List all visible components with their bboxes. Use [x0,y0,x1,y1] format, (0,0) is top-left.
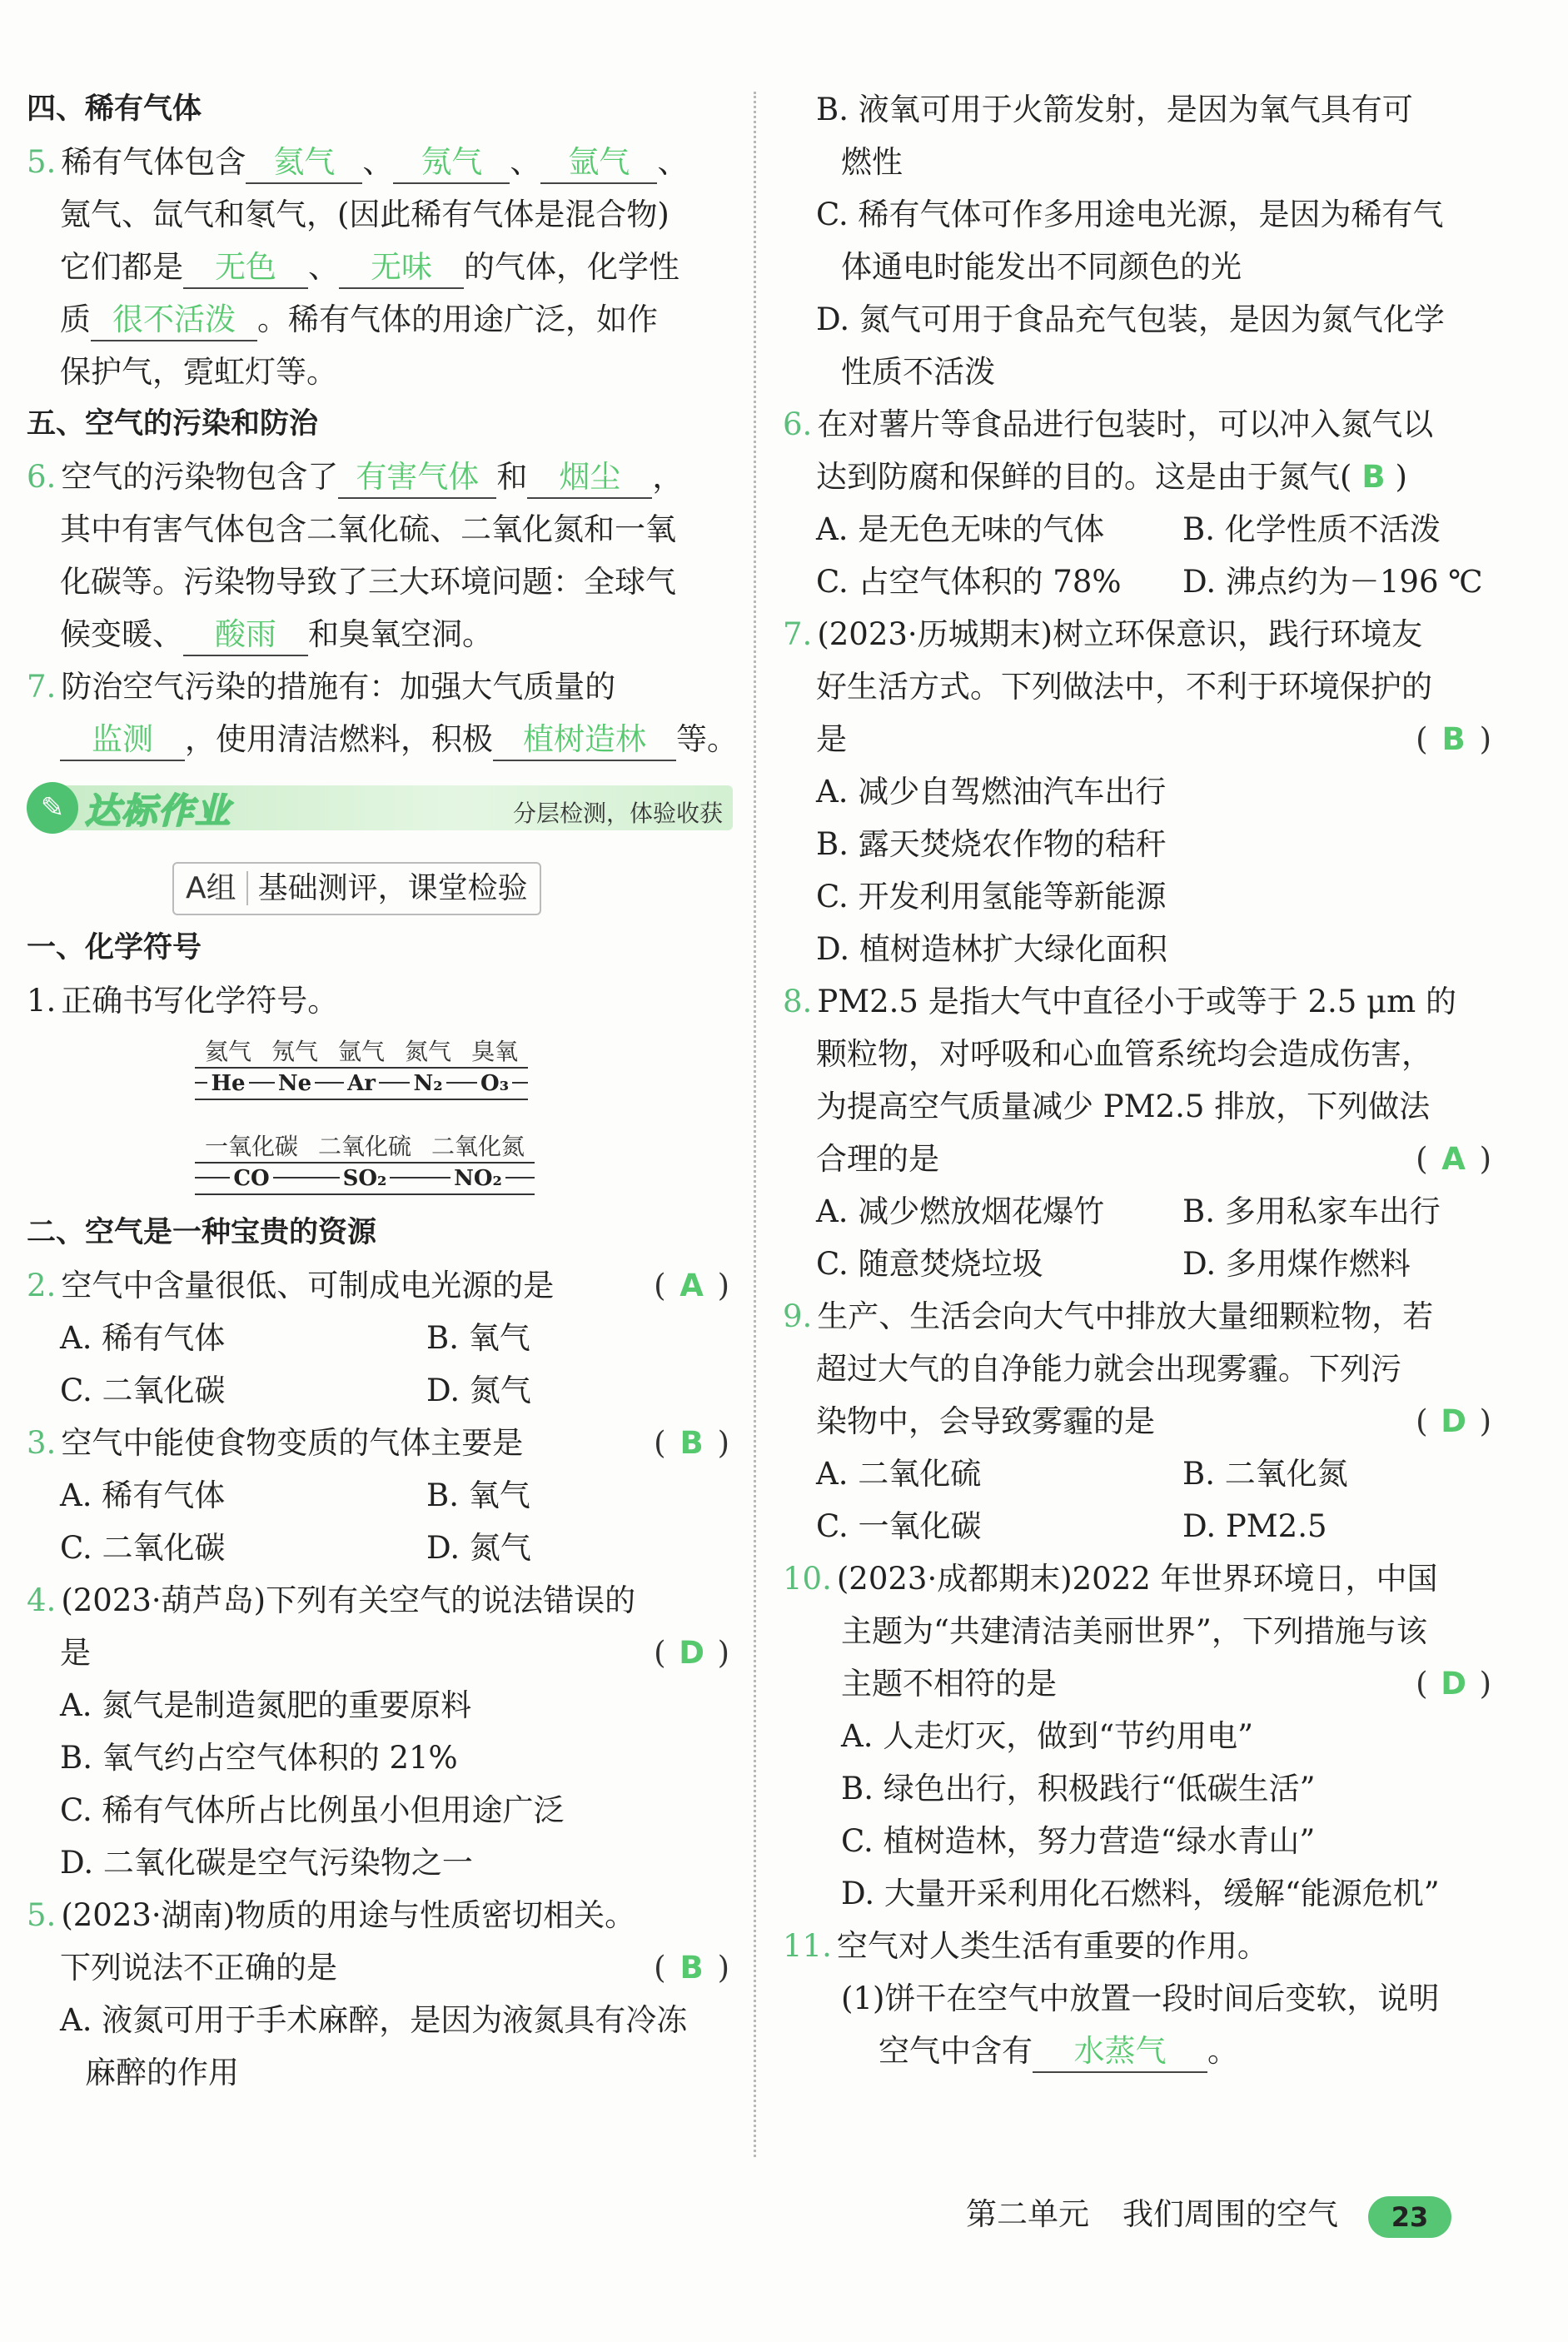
question-a11-part-1-line-2: 空气中含有 水蒸气 。 [783,2025,1495,2077]
option-a-cont: 麻醉的作用 [85,2055,239,2090]
section-heading: 一、化学符号 [27,931,202,964]
answer-bracket: ( A ) [1416,1133,1491,1185]
homework-banner [27,777,733,839]
option-a[interactable]: A. 减少燃放烟花爆竹 [816,1193,1105,1229]
choice-answer[interactable]: A [679,1268,704,1303]
compound-name: 二氧化氮 [431,1133,525,1160]
option-b[interactable]: B. 多用私家车出行 [1182,1193,1441,1229]
option-d[interactable]: D. 氮气 [426,1530,531,1566]
question-a8-line-3: 为提高空气质量减少 PM2.5 排放，下列做法 [816,1089,1431,1124]
option-d[interactable]: D. 氮气可用于食品充气包装，是因为氮气化学 [816,301,1445,337]
answer-blank[interactable]: 氩气 [540,142,657,184]
choice-answer[interactable]: B [1361,459,1386,495]
question-a10-line-2: 主题为“共建清洁美丽世界”，下列措施与该 [841,1613,1427,1649]
option-a[interactable]: A. 稀有气体 [60,1477,226,1513]
question-a4: 4. (2023·葫芦岛)下列有关空气的说法错误的 [27,1582,636,1618]
question-a11-part-1: (1)饼干在空气中放置一段时间后变软，说明 [841,1981,1440,2016]
question-6-line-4: 候变暖、 酸雨 和臭氧空洞。 [27,608,733,660]
option-b[interactable]: B. 化学性质不活泼 [1182,511,1441,547]
banner-subtitle: 分层检测，体验收获 [512,800,723,827]
answer-bracket: ( A ) [654,1259,729,1312]
option-b[interactable]: B. 氧气 [426,1477,530,1513]
options-row [27,1469,733,1522]
option-d[interactable]: D. 植树造林扩大绿化面积 [816,931,1167,967]
question-a8: 8. PM2.5 是指大气中直径小于或等于 2.5 μm 的 [783,984,1456,1019]
option-d[interactable]: D. 多用煤作燃料 [1182,1246,1411,1282]
question-5-line-2: 氪气、氙气和氡气，(因此稀有气体是混合物) [60,197,670,232]
compound-symbol[interactable]: NO₂ [450,1166,505,1191]
option-b[interactable]: B. 露天焚烧农作物的秸秆 [816,826,1167,862]
option-b[interactable]: B. 绿色出行，积极践行“低碳生活” [841,1771,1316,1806]
question-a9: 9. 生产、生活会向大气中排放大量细颗粒物，若 [783,1298,1434,1334]
question-a7-line-3: 是 ( B ) [783,713,1495,765]
element-name: 氮气 [405,1038,452,1065]
question-a8-line-2: 颗粒物，对呼吸和心血管系统均会造成伤害， [816,1036,1432,1072]
symbol-table-1 [195,1027,528,1100]
options-row [783,556,1495,608]
answer-blank[interactable]: 植树造林 [493,720,676,761]
answer-bracket: ( D ) [1416,1657,1491,1710]
question-a5: 5. (2023·湖南)物质的用途与性质密切相关。 [27,1897,636,1933]
question-a4-line-2: 是 ( D ) [27,1627,733,1679]
option-c[interactable]: C. 随意焚烧垃圾 [816,1246,1043,1282]
question-5-line-1: 5. 稀有气体包含 氦气 、 氖气 、 氩气 、 [27,136,733,188]
element-name: 氖气 [271,1038,319,1065]
choice-answer[interactable]: D [1441,1403,1466,1439]
option-c[interactable]: C. 稀有气体所占比例虽小但用途广泛 [60,1792,565,1828]
left-column [27,83,738,2099]
question-a7: 7. (2023·历城期末)树立环保意识，践行环境友 [783,616,1423,652]
option-a[interactable]: A. 二氧化硫 [816,1456,982,1492]
option-c[interactable]: C. 开发利用氢能等新能源 [816,879,1167,914]
answer-bracket: ( B ) [1416,713,1491,765]
question-a6-line-2: 达到防腐和保鲜的目的。这是由于氮气( B ) [783,451,1495,503]
option-c[interactable]: C. 一氧化碳 [816,1508,982,1544]
options-row [783,503,1495,556]
option-d[interactable]: D. 大量开采利用化石燃料，缓解“能源危机” [841,1876,1440,1911]
element-name: 氩气 [338,1038,386,1065]
option-b[interactable]: B. 液氧可用于火箭发射，是因为氧气具有可 [816,92,1413,127]
choice-answer[interactable]: B [679,1950,704,1986]
option-b-cont: 燃性 [841,144,903,180]
option-a[interactable]: A. 人走灯灭，做到“节约用电” [841,1718,1254,1754]
answer-bracket: ( D ) [1416,1395,1491,1448]
option-d[interactable]: D. 二氧化碳是空气污染物之一 [60,1845,473,1881]
element-name: 臭氧 [471,1038,519,1065]
question-a7-line-2: 好生活方式。下列做法中，不利于环境保护的 [816,669,1432,705]
question-a10: 10. (2023·成都期末)2022 年世界环境日，中国 [783,1561,1438,1597]
options-row [27,1364,733,1417]
option-c[interactable]: C. 二氧化碳 [60,1530,226,1566]
option-a[interactable]: A. 氮气是制造氮肥的重要原料 [60,1687,472,1723]
answer-blank[interactable]: 无色 [183,247,308,289]
option-c-cont: 体通电时能发出不同颜色的光 [841,249,1242,285]
answer-bracket: ( B ) [654,1941,729,1994]
element-symbol[interactable]: He [207,1071,248,1096]
choice-answer[interactable]: D [679,1635,704,1671]
unit-title: 我们周围的空气 [1122,2196,1338,2232]
question-5-line-4: 质 很不活泼 。稀有气体的用途广泛，如作 [27,293,733,346]
symbol-table-2 [195,1122,535,1195]
element-symbol[interactable]: Ne [275,1071,315,1096]
question-7-line-2: 监测 ，使用清洁燃料，积极 植树造林 等。 [27,713,733,765]
options-row [783,1500,1495,1552]
choice-answer[interactable]: D [1441,1666,1466,1702]
question-6-line-2: 其中有害气体包含二氧化硫、二氧化氮和一氧 [60,511,676,547]
unit-label: 第二单元 [966,2196,1089,2232]
section-heading: 五、空气的污染和防治 [27,407,319,441]
question-5-line-5: 保护气，霓虹灯等。 [60,354,337,390]
answer-bracket: ( D ) [654,1627,729,1679]
page-footer [966,2190,1451,2239]
option-c[interactable]: C. 植树造林，努力营造“绿水青山” [841,1823,1316,1859]
option-d[interactable]: D. PM2.5 [1182,1508,1327,1544]
option-c[interactable]: C. 占空气体积的 78% [816,564,1122,600]
compound-name: 一氧化碳 [205,1133,299,1160]
options-row [27,1522,733,1574]
compound-symbol[interactable]: SO₂ [340,1166,391,1191]
options-row [783,1238,1495,1290]
question-a11: 11. 空气对人类生活有重要的作用。 [783,1928,1268,1964]
option-d[interactable]: D. 沸点约为－196 ℃ [1182,564,1483,600]
choice-answer[interactable]: B [679,1425,704,1461]
option-a[interactable]: A. 是无色无味的气体 [816,511,1105,547]
column-divider [754,92,756,2157]
answer-blank[interactable]: 氦气 [246,142,362,184]
question-a8-line-4: 合理的是 ( A ) [783,1133,1495,1185]
question-a2: 2. 空气中含量很低、可制成电光源的是 ( A ) [27,1259,733,1312]
answer-blank[interactable]: 氖气 [393,142,510,184]
compound-symbol[interactable]: CO [230,1166,272,1191]
options-row [783,1185,1495,1238]
options-row [783,1448,1495,1500]
question-a10-line-3: 主题不相符的是 ( D ) [783,1657,1495,1710]
pencil-icon: ✎ [27,782,78,834]
option-a[interactable]: A. 减少自驾燃油汽车出行 [816,774,1167,810]
answer-bracket: ( B ) [654,1417,729,1469]
group-label: A组 [186,871,248,905]
answer-blank[interactable]: 烟尘 [527,457,652,499]
element-symbol[interactable]: O₃ [477,1071,512,1096]
section-heading: 二、空气是一种宝贵的资源 [27,1216,377,1249]
answer-blank[interactable]: 很不活泼 [91,300,257,341]
option-c[interactable]: C. 二氧化碳 [60,1373,226,1408]
question-a3: 3. 空气中能使食物变质的气体主要是 ( B ) [27,1417,733,1469]
question-7-line-1: 7. 防治空气污染的措施有：加强大气质量的 [27,669,616,705]
option-d-cont: 性质不活泼 [841,354,995,390]
answer-blank[interactable]: 无味 [339,247,464,289]
option-a[interactable]: A. 稀有气体 [60,1320,226,1356]
answer-blank[interactable]: 酸雨 [183,615,308,656]
option-a[interactable]: A. 液氮可用于手术麻醉，是因为液氮具有冷冻 [60,2002,688,2038]
group-title: 基础测评，课堂检验 [257,871,528,905]
element-symbol[interactable]: Ar [344,1071,379,1096]
group-box [172,862,541,915]
options-row [27,1312,733,1364]
question-a9-line-2: 超过大气的自净能力就会出现雾霾。下列污 [816,1351,1401,1387]
option-b[interactable]: B. 氧气约占空气体积的 21% [60,1740,458,1776]
banner-title: 达标作业 [85,790,232,831]
group-header [27,855,733,922]
section-heading: 四、稀有气体 [27,92,202,126]
question-5-line-3: 它们都是 无色 、 无味 的气体，化学性 [27,241,733,293]
answer-blank[interactable]: 有害气体 [338,457,496,499]
option-b[interactable]: B. 二氧化氮 [1182,1456,1348,1492]
question-6-line-1: 6. 空气的污染物包含了 有害气体 和 烟尘 ， [27,451,733,503]
question-a1: 1. 正确书写化学符号。 [27,983,339,1019]
question-a9-line-3: 染物中，会导致雾霾的是 ( D ) [783,1395,1495,1448]
page-number: 23 [1368,2196,1451,2238]
question-a6: 6. 在对薯片等食品进行包装时，可以冲入氮气以 [783,406,1434,442]
question-6-line-3: 化碳等。污染物导致了三大环境问题：全球气 [60,564,676,600]
answer-blank[interactable]: 水蒸气 [1033,2031,1207,2073]
right-column [783,83,1495,2077]
choice-answer[interactable]: B [1441,721,1466,757]
choice-answer[interactable]: A [1441,1141,1466,1177]
answer-blank[interactable]: 监测 [60,720,185,761]
option-c[interactable]: C. 稀有气体可作多用途电光源，是因为稀有气 [816,197,1444,232]
element-name: 氦气 [205,1038,252,1065]
compound-name: 二氧化硫 [318,1133,412,1160]
element-symbol[interactable]: N₂ [410,1071,446,1096]
option-d[interactable]: D. 氮气 [426,1373,531,1408]
option-b[interactable]: B. 氧气 [426,1320,530,1356]
question-a5-line-2: 下列说法不正确的是 ( B ) [27,1941,733,1994]
